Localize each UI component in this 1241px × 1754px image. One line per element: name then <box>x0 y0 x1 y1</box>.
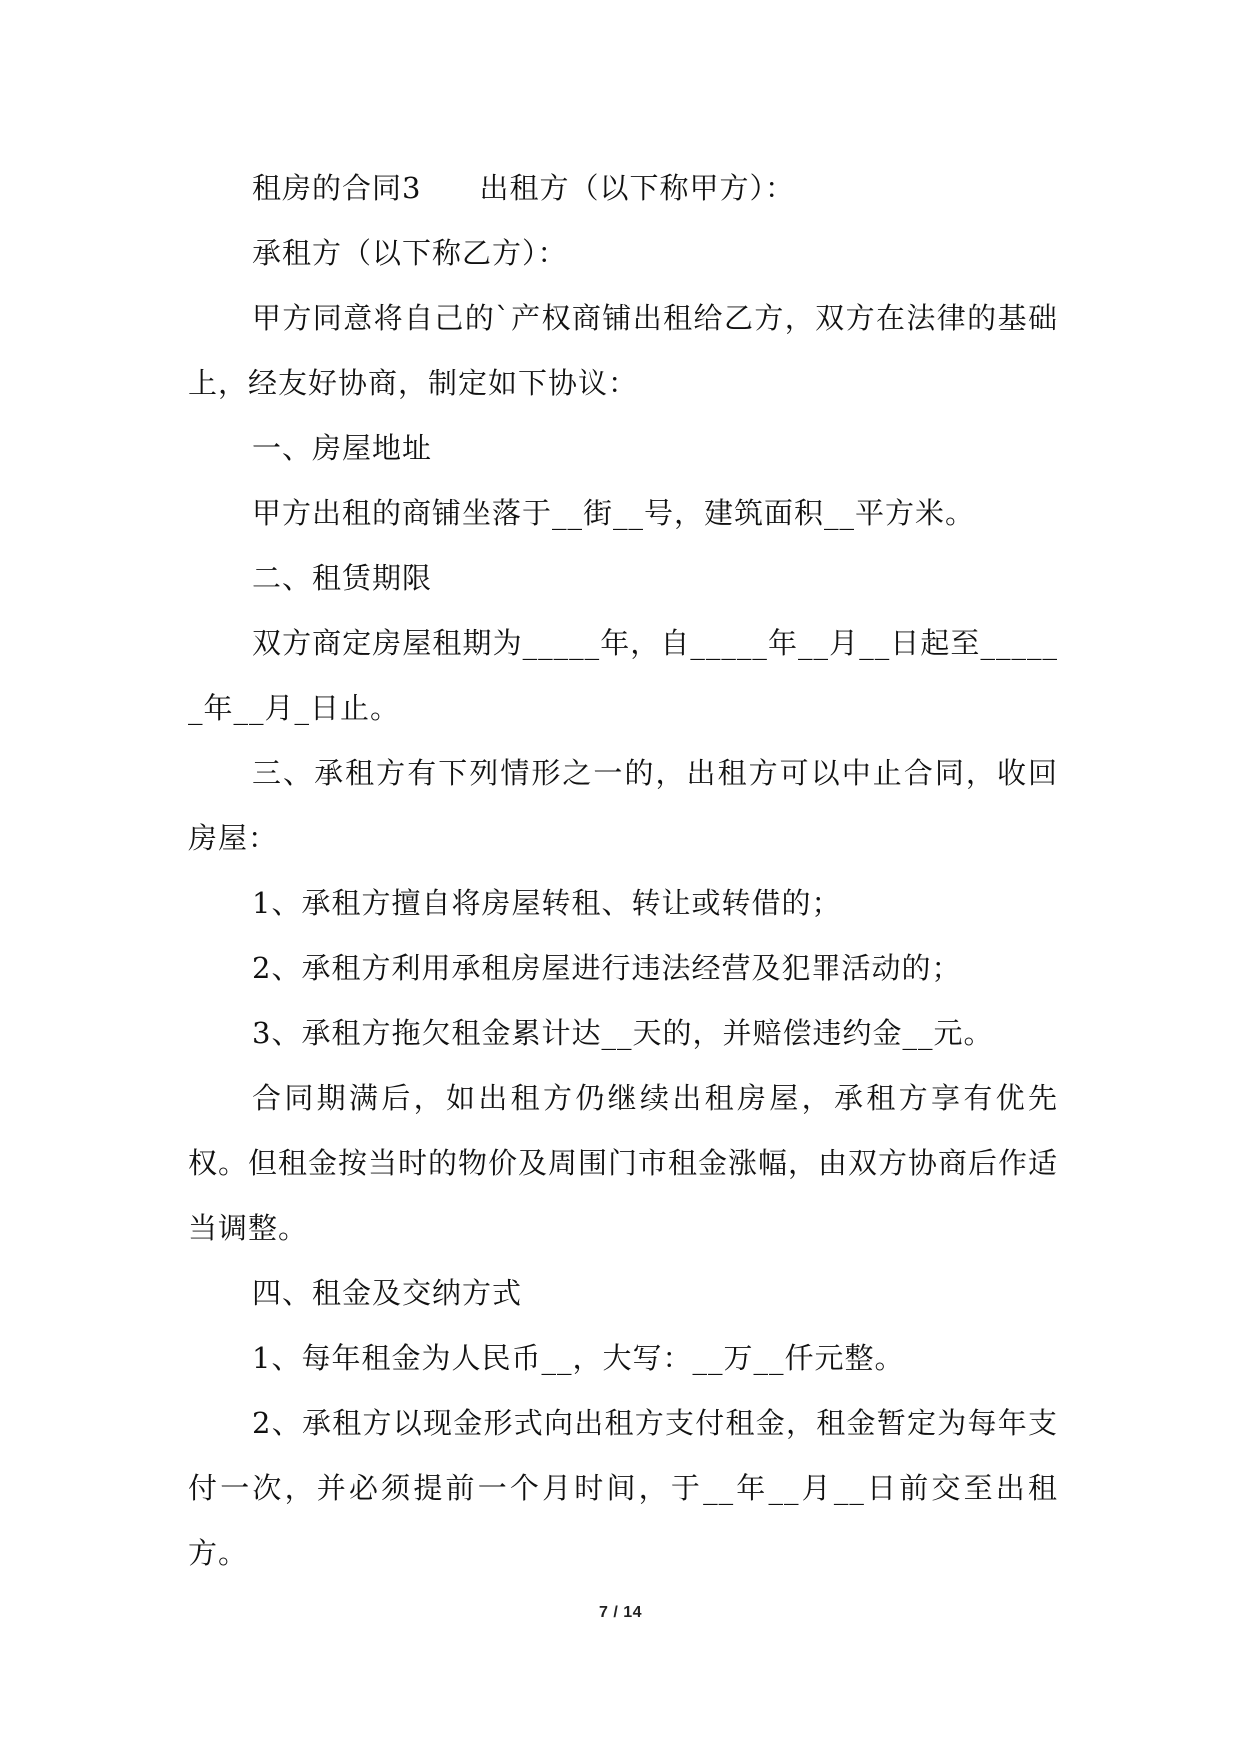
section-heading-address: 一、房屋地址 <box>252 431 433 465</box>
page-number: 7 / 14 <box>598 1604 643 1621</box>
lessor-label: 出租方（以下称甲方）： <box>479 171 795 205</box>
term-clause: 双方商定房屋租期为_____年，自_____年__月__日起至______年__月_日止。 <box>188 626 1058 725</box>
document-title-line <box>188 156 1058 221</box>
termination-item-1: 1、承租方擅自将房屋转租、转让或转借的； <box>252 886 842 920</box>
lessee-label: 承租方（以下称乙方）： <box>252 236 568 270</box>
rent-item-2: 2、承租方以现金形式向出租方支付租金，租金暂定为每年支付一次，并必须提前一个月时间，于__年__月__日前交至出租方。 <box>188 1406 1058 1570</box>
document-title: 租房的合同3 <box>252 171 422 205</box>
address-clause: 甲方出租的商铺坐落于__街__号，建筑面积__平方米。 <box>252 496 976 530</box>
termination-item-2: 2、承租方利用承租房屋进行违法经营及犯罪活动的； <box>252 951 962 985</box>
termination-item-3: 3、承租方拖欠租金累计达__天的，并赔偿违约金__元。 <box>252 1016 994 1050</box>
section-heading-term: 二、租赁期限 <box>252 561 433 595</box>
document-body <box>188 156 1058 1586</box>
renewal-clause: 合同期满后，如出租方仍继续出租房屋，承租方享有优先权。但租金按当时的物价及周围门市租金涨幅，由双方协商后作适当调整。 <box>188 1081 1059 1245</box>
rent-item-1: 1、每年租金为人民币__，大写：__万__仟元整。 <box>252 1341 905 1375</box>
section-heading-rent: 四、租金及交纳方式 <box>252 1276 523 1310</box>
agreement-intro: 甲方同意将自己的`产权商铺出租给乙方，双方在法律的基础上，经友好协商，制定如下协议： <box>188 301 1058 400</box>
section-heading-termination: 三、承租方有下列情形之一的，出租方可以中止合同，收回房屋： <box>188 756 1058 855</box>
